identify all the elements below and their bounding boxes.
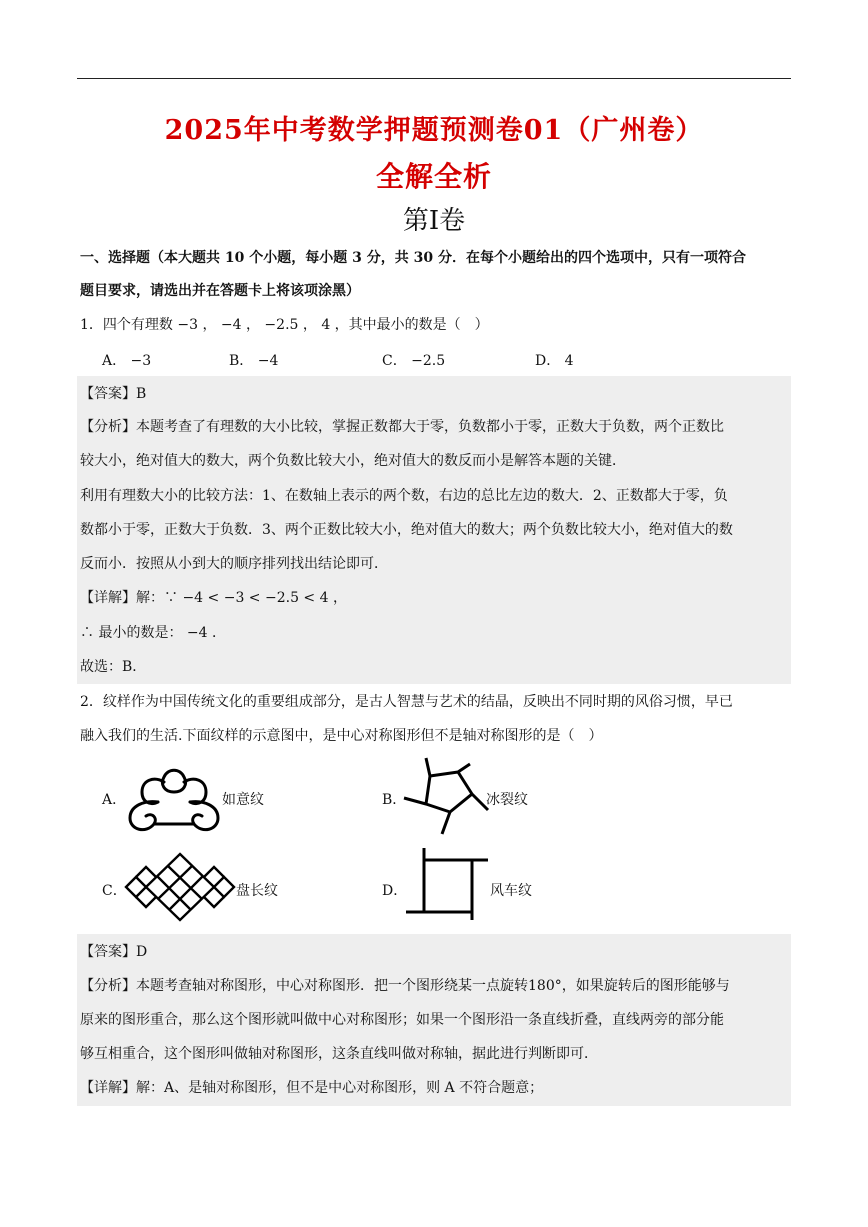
q1-option-c: C． −2.5 (382, 353, 446, 369)
q1-detail-line: 故选：B． (80, 659, 147, 675)
q1-analysis-line: 数都小于零，正数大于负数．3、两个正数比较大小，绝对值大的数大；两个负数比较大小，绝对值大的数 (80, 522, 733, 538)
q1-detail-line: ∴ 最小的数是： −4 ． (80, 625, 226, 641)
q2-option-a-name: 如意纹 (222, 792, 264, 808)
q2-stem-line: 2．纹样作为中国传统文化的重要组成部分，是古人智慧与艺术的结晶，反映出不同时期的风俗习惯，早已 (80, 694, 733, 710)
q2-option-c-letter: C． (102, 883, 127, 899)
windmill-pattern-icon (406, 848, 490, 920)
q2-option-b-name: 冰裂纹 (486, 792, 528, 808)
q2-analysis-line: 原来的图形重合，那么这个图形就叫做中心对称图形；如果一个图形沿一条直线折叠，直线两旁的部分能 (80, 1012, 724, 1028)
q1-option-d: D． 4 (535, 353, 574, 369)
ice-crack-pattern-icon (404, 758, 488, 836)
volume-label: 第I卷 (402, 206, 466, 236)
section-heading-line1: 一、选择题（本大题共 10 个小题，每小题 3 分，共 30 分．在每个小题给出的四个选项中，只有一项符合 (80, 250, 746, 266)
q2-answer: 【答案】D (80, 944, 148, 960)
q1-analysis-line: 较大小，绝对值大的数大，两个负数比较大小，绝对值大的数反而小是解答本题的关键． (80, 453, 626, 469)
q2-option-b-letter: B． (382, 792, 407, 808)
q1-analysis-line: 反而小．按照从小到大的顺序排列找出结论即可． (80, 556, 388, 572)
panchang-pattern-icon (124, 852, 236, 922)
q1-analysis-line: 利用有理数大小的比较方法：1、在数轴上表示的两个数，右边的总比左边的数大．2、正数都大于零，负 (80, 488, 728, 504)
q1-analysis-line: 【分析】本题考查了有理数的大小比较，掌握正数都大于零，负数都小于零，正数大于负数，两个正数比 (80, 419, 724, 435)
page-title: 2025年中考数学押题预测卷01（广州卷） (164, 115, 704, 146)
q2-option-c-name: 盘长纹 (236, 883, 278, 899)
q1-detail-line: 【详解】解：∵ −4 < −3 < −2.5 < 4 ， (80, 590, 347, 606)
q2-stem-line: 融入我们的生活.下面纹样的示意图中，是中心对称图形但不是轴对称图形的是（ ） (80, 728, 603, 744)
q2-analysis-line: 够互相重合，这个图形叫做轴对称图形，这条直线叫做对称轴，据此进行判断即可． (80, 1046, 598, 1062)
q2-option-d-letter: D． (382, 883, 408, 899)
q1-stem: 1．四个有理数 −3 ， −4 ， −2.5 ， 4 ，其中最小的数是（ ） (80, 317, 489, 333)
ruyi-pattern-icon (124, 762, 224, 834)
q2-option-a-letter: A． (102, 792, 127, 808)
q2-detail-line: 【详解】解：A、是轴对称图形，但不是中心对称图形，则 A 不符合题意； (80, 1080, 544, 1096)
q1-answer: 【答案】B (80, 386, 147, 402)
header-rule (77, 78, 791, 79)
section-heading-line2: 题目要求，请选出并在答题卡上将该项涂黑） (80, 283, 360, 299)
q2-analysis-line: 【分析】本题考查轴对称图形，中心对称图形．把一个图形绕某一点旋转180°，如果旋转后的图形能够与 (80, 978, 730, 994)
q1-option-a: A． −3 (102, 353, 152, 369)
page-subtitle: 全解全析 (375, 160, 492, 193)
q2-option-d-name: 风车纹 (490, 883, 532, 899)
q1-option-b: B． −4 (229, 353, 279, 369)
